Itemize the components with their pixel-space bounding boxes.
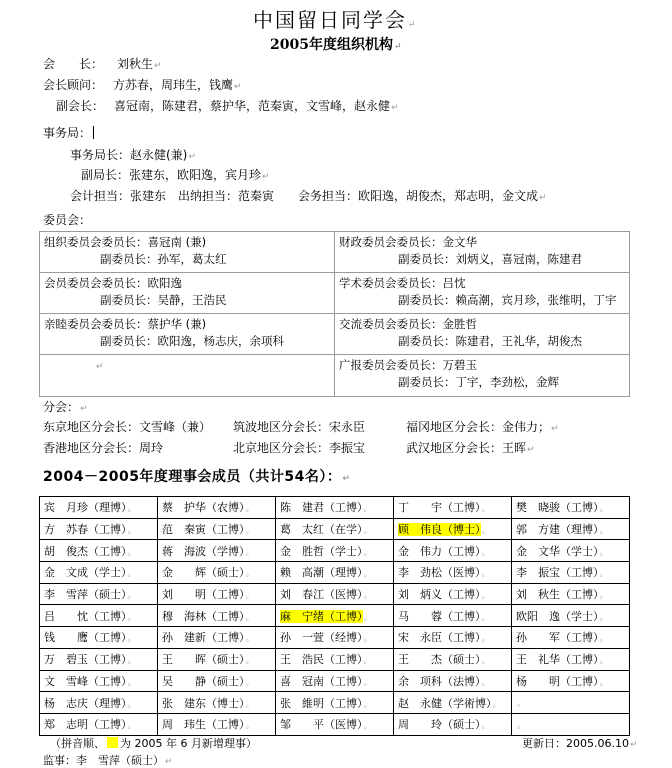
member-name: 吴 静（硕士） — [162, 674, 245, 688]
cell-end-mark-icon: 。 — [599, 677, 609, 688]
cell-end-mark-icon: 。 — [127, 656, 137, 667]
member-name: 杨 志庆（理博） — [44, 696, 127, 710]
member-name: 丁 宇（工博） — [398, 501, 481, 515]
cell-end-mark-icon: 。 — [127, 591, 137, 602]
committee-cell-empty: ↵ — [40, 355, 335, 397]
table-cell — [40, 583, 158, 605]
table-cell — [512, 692, 630, 714]
member-name: 金 辉（硕士） — [162, 566, 245, 580]
cell-end-mark-icon: 。 — [245, 569, 255, 580]
advisors-line: 会长顾问： 方苏春，周玮生，钱鹰↵ — [43, 78, 242, 92]
table-cell — [512, 518, 630, 540]
cell-end-mark-icon: 。 — [363, 677, 373, 688]
cell-end-mark-icon: 。 — [245, 699, 255, 710]
table-cell — [276, 605, 394, 627]
table-cell — [276, 518, 394, 540]
table-cell — [40, 648, 158, 670]
table-cell — [394, 713, 512, 735]
table-cell — [158, 648, 276, 670]
footer-note: （拼音顺、 为 2005 年 6 月新增理事） — [50, 737, 257, 750]
cell-end-mark-icon: 。 — [363, 569, 373, 580]
member-name: 李 振宝（工博） — [516, 566, 599, 580]
cell-end-mark-icon: 。 — [363, 526, 373, 537]
table-row — [40, 583, 630, 605]
table-cell — [276, 670, 394, 692]
table-cell — [276, 583, 394, 605]
table-cell — [158, 670, 276, 692]
member-name: 陈 建君（工博） — [280, 501, 363, 515]
committee-cell: 组织委员会委员长：喜冠南 (兼) 副委员长：孙军，葛太红 — [40, 232, 335, 273]
highlight-swatch — [107, 737, 118, 748]
table-cell — [276, 540, 394, 562]
cell-end-mark-icon: 。 — [599, 634, 609, 645]
cell-end-mark-icon: 。 — [481, 504, 491, 515]
cell-end-mark-icon: 。 — [492, 699, 502, 710]
cell-end-mark-icon: 。 — [481, 547, 491, 558]
member-name: 宋 永臣（工博） — [398, 631, 481, 645]
cell-end-mark-icon: 。 — [481, 591, 491, 602]
member-name: 胡 俊杰（工博） — [44, 544, 127, 558]
table-cell — [276, 692, 394, 714]
cell-end-mark-icon: 。 — [599, 569, 609, 580]
member-name: 余 项科（法博） — [398, 674, 481, 688]
table-cell — [512, 583, 630, 605]
table-cell — [276, 648, 394, 670]
branch-row: 武汉地区分会长：王晖↵ — [406, 441, 535, 455]
member-name: 王 浩民（工博） — [280, 653, 363, 667]
member-name: 穆 海林（工博） — [162, 609, 245, 623]
cell-end-mark-icon: 。 — [481, 721, 491, 732]
cell-end-mark-icon: 。 — [363, 547, 373, 558]
member-name: 周 玮生（工博） — [162, 718, 245, 732]
committee-cell: 会员委员会委员长：欧阳逸 副委员长：吴静，王浩民 — [40, 273, 335, 314]
cell-end-mark-icon: 。 — [599, 656, 609, 667]
cell-end-mark-icon: 。 — [245, 591, 255, 602]
cell-end-mark-icon: 。 — [127, 526, 137, 537]
cell-end-mark-icon: 。 — [599, 526, 609, 537]
cell-end-mark-icon: 。 — [127, 721, 137, 732]
member-name: 孙 建新（工博） — [162, 631, 245, 645]
member-name: 张 建东（博士） — [162, 696, 245, 710]
member-name: 郭 方建（理博） — [516, 523, 599, 537]
branch-row: 东京地区分会长：文雪峰（兼） — [43, 420, 212, 434]
paragraph-mark-icon: ↵ — [393, 42, 402, 52]
table-cell — [158, 692, 276, 714]
cell-end-mark-icon: 。 — [363, 656, 373, 667]
table-cell — [512, 713, 630, 735]
table-cell — [158, 497, 276, 519]
table-row — [40, 518, 630, 540]
committee-label: 委员会： — [43, 213, 92, 227]
member-name: 刘 明（工博） — [162, 588, 245, 602]
cell-end-mark-icon: 。 — [363, 612, 373, 623]
table-row — [40, 562, 630, 584]
cell-end-mark-icon: 。 — [481, 612, 491, 623]
table-cell — [276, 497, 394, 519]
member-name: 金 文华（学士） — [516, 544, 599, 558]
table-cell — [512, 497, 630, 519]
member-name: 顾 伟良（博士） — [398, 523, 481, 537]
table-row — [40, 497, 630, 519]
committee-cell: 亲睦委员会委员长：蔡护华 (兼) 副委员长：欧阳逸，杨志庆，余项科 — [40, 314, 335, 355]
member-name: 麻 宁绪（工博） — [280, 609, 363, 623]
cell-end-mark-icon: 。 — [481, 634, 491, 645]
branch-row: 香港地区分会长：周玲 — [43, 441, 164, 455]
table-cell — [512, 540, 630, 562]
cell-end-mark-icon: 。 — [127, 504, 137, 515]
member-name: 金 伟力（工博） — [398, 544, 481, 558]
table-cell — [394, 692, 512, 714]
cell-end-mark-icon: 。 — [127, 612, 137, 623]
member-name: 欧阳 逸（学士） — [516, 609, 599, 623]
president-line: 会 长： 刘秋生↵ — [43, 57, 162, 71]
member-name: 张 維明（工博） — [280, 696, 363, 710]
member-name: 赖 高潮（理博） — [280, 566, 363, 580]
table-row — [40, 713, 630, 735]
cell-end-mark-icon: 。 — [245, 677, 255, 688]
table-cell — [512, 648, 630, 670]
cell-end-mark-icon: 。 — [481, 569, 491, 580]
cell-end-mark-icon: 。 — [517, 699, 527, 710]
table-cell — [40, 540, 158, 562]
member-name: 王 晖（硕士） — [162, 653, 245, 667]
committee-cell: 广报委员会委员长：万碧玉 副委员长：丁宇，李劲松，金辉 — [335, 355, 630, 397]
member-name: 王 礼华（工博） — [516, 653, 599, 667]
cell-end-mark-icon: 。 — [481, 677, 491, 688]
office-deputy-line: 副局长：张建东，欧阳逸，宾月珍↵ — [81, 168, 270, 182]
member-name: 范 秦寅（工博） — [162, 523, 245, 537]
table-cell — [158, 713, 276, 735]
member-name: 孙 一萱（经博） — [280, 631, 363, 645]
member-name: 孙 军（工博） — [516, 631, 599, 645]
cell-end-mark-icon: 。 — [245, 526, 255, 537]
member-name: 刘 春江（医博） — [280, 588, 363, 602]
table-cell — [394, 497, 512, 519]
member-name: 文 雪峰（工博） — [44, 674, 127, 688]
table-cell — [158, 540, 276, 562]
member-name: 周 玲（硕士） — [398, 718, 481, 732]
office-label: 事务局： — [43, 125, 94, 141]
cell-end-mark-icon: 。 — [127, 634, 137, 645]
table-cell — [394, 540, 512, 562]
vice-president-line: 副会长： 喜冠南，陈建君，蔡护华，范秦寅，文雪峰，赵永健↵ — [56, 99, 399, 113]
table-cell — [512, 670, 630, 692]
cell-end-mark-icon: 。 — [599, 612, 609, 623]
table-cell — [512, 605, 630, 627]
member-name: 万 碧玉（工博） — [44, 653, 127, 667]
member-name: 马 蓉（工博） — [398, 609, 481, 623]
member-name: 刘 炳义（工博） — [398, 588, 481, 602]
text-cursor — [93, 126, 94, 139]
page-subtitle: 2005年度组织机构↵ — [270, 37, 402, 53]
table-row — [40, 605, 630, 627]
office-accounting-line: 会计担当：张建东 出纳担当：范秦寅 会务担当：欧阳逸，胡俊杰，郑志明，金文成↵ — [70, 189, 547, 203]
table-cell — [394, 583, 512, 605]
cell-end-mark-icon: 。 — [127, 569, 137, 580]
table-cell — [40, 692, 158, 714]
member-name: 赵 永健（学術博） — [398, 696, 492, 710]
member-name: 金 胜哲（学士） — [280, 544, 363, 558]
cell-end-mark-icon: 。 — [363, 699, 373, 710]
member-name: 郑 志明（工博） — [44, 718, 127, 732]
member-name: 李 劲松（医博） — [398, 566, 481, 580]
table-cell — [158, 562, 276, 584]
member-name: 蔡 护华（农博） — [162, 501, 245, 515]
cell-end-mark-icon: 。 — [363, 721, 373, 732]
cell-end-mark-icon: 。 — [517, 720, 527, 731]
table-cell — [276, 713, 394, 735]
branch-label: 分会：↵ — [43, 400, 88, 414]
cell-end-mark-icon: 。 — [245, 612, 255, 623]
committee-cell: 财政委员会委员长：金文华 副委员长：刘炳义，喜冠南，陈建君 — [335, 232, 630, 273]
table-cell — [394, 518, 512, 540]
cell-end-mark-icon: 。 — [481, 526, 491, 537]
table-cell — [40, 562, 158, 584]
member-name: 李 雪萍（硕士） — [44, 588, 127, 602]
auditor-line: 监事：李 雪萍（硕士）↵ — [43, 754, 173, 767]
committee-table — [39, 231, 630, 397]
paragraph-mark-icon: ↵ — [408, 20, 418, 30]
cell-end-mark-icon: 。 — [127, 547, 137, 558]
member-name: 喜 冠南（工博） — [280, 674, 363, 688]
cell-end-mark-icon: 。 — [363, 591, 373, 602]
cell-end-mark-icon: 。 — [599, 547, 609, 558]
table-cell — [512, 627, 630, 649]
cell-end-mark-icon: 。 — [363, 504, 373, 515]
table-row — [40, 627, 630, 649]
table-cell — [40, 497, 158, 519]
table-cell — [394, 562, 512, 584]
cell-end-mark-icon: 。 — [481, 656, 491, 667]
member-name: 蒋 海波（学博） — [162, 544, 245, 558]
table-cell — [394, 605, 512, 627]
council-title: 2004－2005年度理事会成员（共计54名）：↵ — [43, 469, 351, 485]
table-cell — [158, 518, 276, 540]
table-row — [40, 670, 630, 692]
cell-end-mark-icon: 。 — [245, 504, 255, 515]
member-name: 杨 明（工博） — [516, 674, 599, 688]
cell-end-mark-icon: 。 — [245, 656, 255, 667]
cell-end-mark-icon: 。 — [245, 634, 255, 645]
member-name: 王 杰（硕士） — [398, 653, 481, 667]
cell-end-mark-icon: 。 — [245, 721, 255, 732]
table-cell — [158, 605, 276, 627]
table-cell — [394, 648, 512, 670]
member-name: 钱 鹰（工博） — [44, 631, 127, 645]
member-name: 吕 忱（工博） — [44, 609, 127, 623]
member-name: 刘 秋生（工博） — [516, 588, 599, 602]
table-row — [40, 648, 630, 670]
member-name: 金 文成（学士） — [44, 566, 127, 580]
branch-row: 北京地区分会长：李振宝 — [233, 441, 366, 455]
table-cell — [40, 713, 158, 735]
committee-cell: 交流委员会委员长：金胜哲 副委员长：陈建君，王礼华，胡俊杰 — [335, 314, 630, 355]
table-cell — [40, 670, 158, 692]
member-name: 方 苏春（工博） — [44, 523, 127, 537]
cell-end-mark-icon: 。 — [363, 634, 373, 645]
cell-end-mark-icon: 。 — [127, 699, 137, 710]
cell-end-mark-icon: 。 — [245, 547, 255, 558]
table-cell — [394, 670, 512, 692]
page-title: 中国留日同学会↵ — [253, 8, 418, 32]
table-cell — [40, 605, 158, 627]
table-cell — [276, 562, 394, 584]
branch-row: 筑波地区分会长：宋永臣 — [233, 420, 366, 434]
office-head-line: 事务局长：赵永健(兼)↵ — [70, 148, 196, 162]
table-cell — [40, 627, 158, 649]
branch-row: 福冈地区分会长：金伟力；↵ — [406, 420, 559, 434]
cell-end-mark-icon: 。 — [599, 591, 609, 602]
member-name: 宾 月珍（理博） — [44, 501, 127, 515]
table-row — [40, 540, 630, 562]
updated-date: 更新日：2005.06.10↵ — [522, 737, 638, 750]
cell-end-mark-icon: 。 — [127, 677, 137, 688]
table-cell — [158, 627, 276, 649]
member-name: 葛 太红（在学） — [280, 523, 363, 537]
table-cell — [158, 583, 276, 605]
member-name: 邹 平（医博） — [280, 718, 363, 732]
committee-cell: 学术委员会委员长：吕忱 副委员长：赖高潮，宾月珍，张维明，丁宇 — [335, 273, 630, 314]
council-table — [39, 496, 630, 736]
member-name: 樊 晓骏（工博） — [516, 501, 599, 515]
table-cell — [512, 562, 630, 584]
cell-end-mark-icon: 。 — [599, 504, 609, 515]
table-cell — [40, 518, 158, 540]
table-cell — [394, 627, 512, 649]
table-cell — [276, 627, 394, 649]
table-row — [40, 692, 630, 714]
